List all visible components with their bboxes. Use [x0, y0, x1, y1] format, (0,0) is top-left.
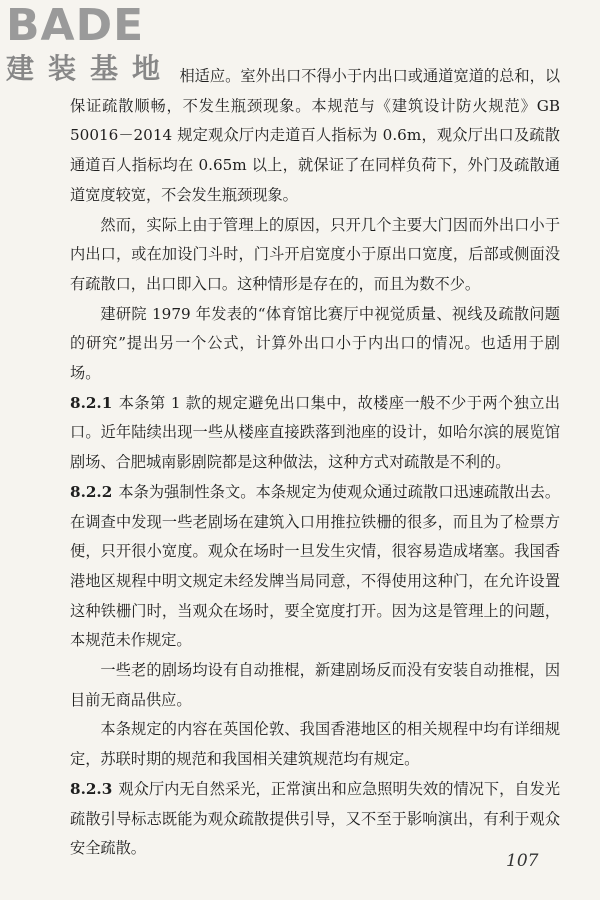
page-number: 107 — [506, 851, 539, 871]
paragraph-text: 一些老的剧场均设有自动推棍，新建剧场反而没有安装自动推棍，因目前无商品供应。 — [70, 661, 560, 709]
paragraph-text: 本条为强制性条文。本条规定为使观众通过疏散口迅速疏散出去。在调查中发现一些老剧场在建筑入口用推拉铁栅的很多，而且为了检票方便，只开很小宽度。观众在场时一旦发生灾情，很容易造成堵塞。我国香港地区规程中明文规定未经发牌当局同意，不得使用这种门，在允许设置这种铁栅门时，当观众在场时，要全宽度打开。因为这是管理上的问题，本规范未作规定。 — [70, 482, 560, 650]
watermark-logo-bottom: 建装基地 — [6, 52, 175, 85]
section-number: 8.2.3 — [70, 779, 113, 798]
paragraph — [70, 300, 560, 389]
paragraph-text: 然而，实际上由于管理上的原因，只开几个主要大门因而外出口小于内出口，或在加设门斗时，门斗开启宽度小于原出口宽度，后部或侧面没有疏散口，出口即入口。这种情形是存在的，而且为数不少。 — [70, 215, 560, 293]
paragraph-text: 本条第 1 款的规定避免出口集中，故楼座一般不少于两个独立出口。近年陆续出现一些从楼座直接跌落到池座的设计，如哈尔滨的展览馆剧场、合肥城南影剧院都是这种做法，这种方式对疏散是不利的。 — [70, 393, 560, 472]
section-paragraph-8-2-2 — [70, 478, 560, 656]
paragraph-text: 观众厅内无自然采光，正常演出和应急照明失效的情况下，自发光疏散引导标志既能为观众疏散提供引导，又不至于影响演出，有利于观众安全疏散。 — [70, 779, 560, 858]
paragraph-text: 建研院 1979 年发表的“体育馆比赛厅中视觉质量、视线及疏散问题的研究”提出另一个公式，计算外出口小于内出口的情况。也适用于剧场。 — [70, 304, 560, 383]
section-paragraph-8-2-3 — [70, 775, 560, 864]
section-number: 8.2.2 — [70, 482, 113, 501]
section-paragraph-8-2-1 — [70, 389, 560, 478]
section-number: 8.2.1 — [70, 393, 113, 412]
paragraph — [70, 715, 560, 774]
paragraph — [70, 211, 560, 300]
paragraph — [70, 656, 560, 715]
paragraph-text: 相适应。室外出口不得小于内出口或通道宽道的总和，以保证疏散顺畅，不发生瓶颈现象。本规范与《建筑设计防火规范》GB 50016－2014 规定观众厅内走道百人指标为 0.6m，观众厅出口及疏散通道百人指标均在 0.65m 以上，就保证了在同样负荷下，外门及疏散通道宽度较宽，不会发生瓶颈现象。 — [70, 67, 560, 204]
body-text — [70, 62, 560, 864]
watermark-logo-top: BADE — [6, 0, 145, 51]
paragraph-continued — [70, 62, 560, 211]
paragraph-text: 本条规定的内容在英国伦敦、我国香港地区的相关规程中均有详细规定，苏联时期的规范和我国相关建筑规范均有规定。 — [70, 720, 560, 769]
